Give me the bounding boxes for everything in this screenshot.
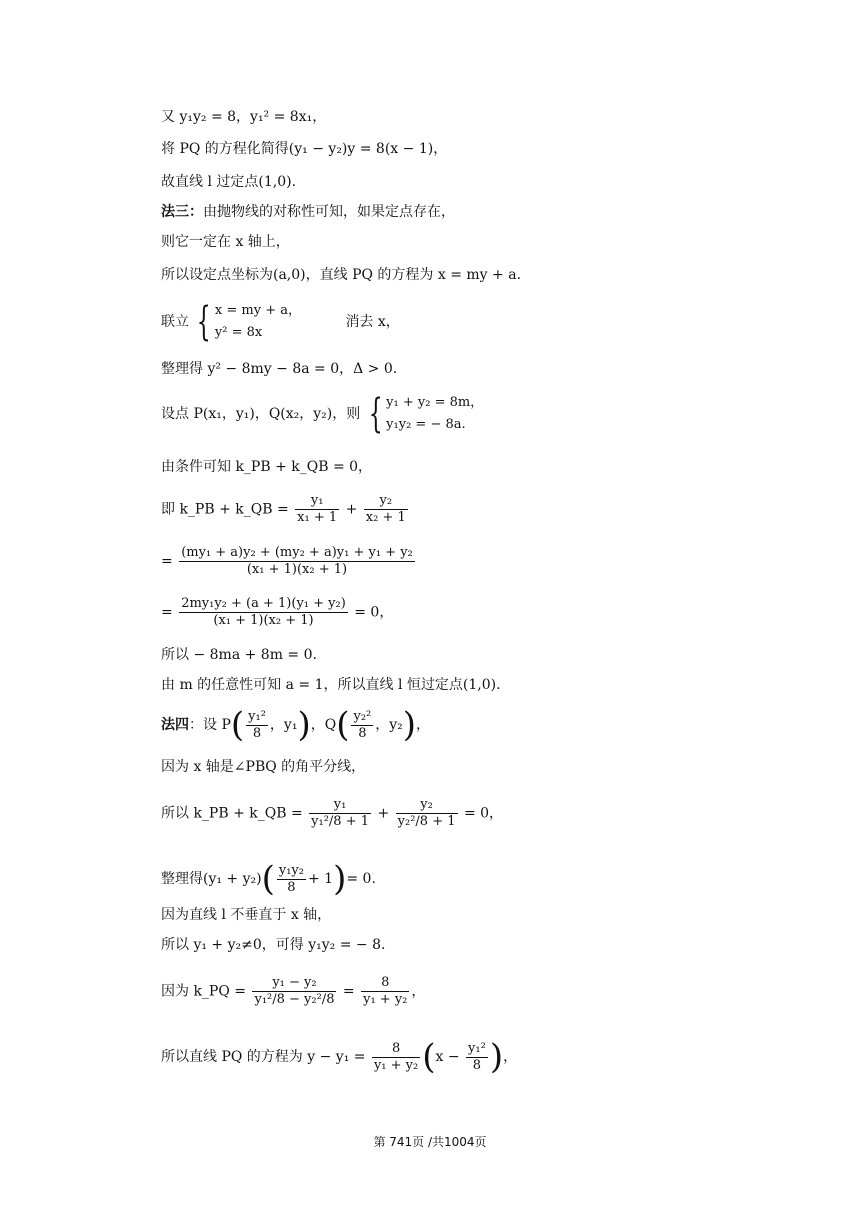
- text-segment: 消去 x，: [345, 314, 400, 330]
- numerator: y₁y₂: [278, 862, 304, 878]
- text-segment: ，Q: [310, 717, 337, 733]
- method-heading: 法三：: [161, 204, 203, 220]
- system-row: y₁ + y₂ = 8m，: [386, 395, 484, 410]
- denominator: 8: [252, 725, 262, 741]
- text-line: 故直线 l 过定点(1,0).: [161, 174, 297, 190]
- denominator: (x₁ + 1)(x₂ + 1): [246, 562, 348, 577]
- fraction: [252, 975, 336, 1008]
- denominator: y₂²/8 + 1: [397, 814, 456, 829]
- equation-system: [365, 392, 483, 436]
- fraction: [277, 863, 306, 896]
- fraction: [246, 709, 268, 742]
- text-segment: x −: [435, 1049, 460, 1065]
- text-segment: ，: [416, 717, 431, 733]
- numerator: y₁²: [248, 708, 266, 724]
- numerator: 2my₁y₂ + (a + 1)(y₁ + y₂): [181, 596, 346, 611]
- system-row: y₁y₂ = − 8a.: [386, 417, 466, 432]
- numerator: y₁: [295, 493, 339, 510]
- text-line: 由条件可知 k_PB + k_QB = 0，: [161, 459, 373, 475]
- denominator: y₁²/8 − y₂²/8: [254, 992, 335, 1007]
- denominator: y₁ + y₂: [363, 992, 408, 1007]
- text-segment: 联立: [161, 314, 189, 330]
- text-line: 所以 y₁ + y₂≠0，可得 y₁y₂ = − 8.: [161, 937, 386, 953]
- numerator: (my₁ + a)y₂ + (my₂ + a)y₁ + y₁ + y₂: [181, 545, 413, 560]
- formula-line: = $\frac{\text{2my₁y₂ + (a + 1)(y₁ + y₂)}}{\text{(x₁ + 1)(x₂ + 1)}}$ = 0，: [161, 596, 394, 628]
- numerator: 8: [361, 975, 409, 992]
- brace-glyph: {: [197, 299, 212, 345]
- system-line: [161, 392, 483, 436]
- formula-line: 所以直线 PQ 的方程为 y − y₁ = $\frac{8}{\text{y₁ + y₂}}$ (x − $\frac{\text{y₁²}}{8}$ )，: [161, 1037, 518, 1077]
- brace-glyph: {: [368, 391, 383, 437]
- text-line: 因为直线 l 不垂直于 x 轴，: [161, 907, 332, 923]
- text-line: 整理得 y² − 8my − 8a = 0，Δ > 0.: [161, 361, 398, 377]
- denominator: x₂ + 1: [365, 510, 406, 525]
- denominator: y₁ + y₂: [373, 1057, 419, 1073]
- system-row: x = my + a，: [214, 303, 301, 318]
- fraction: [364, 493, 408, 526]
- text-segment: = 0，: [463, 805, 504, 822]
- text-segment: 所以 k_PB + k_QB =: [161, 805, 303, 822]
- text-line: 所以设定点坐标为(a,0)，直线 PQ 的方程为 x = my + a.: [161, 267, 522, 283]
- formula-line: 因为 k_PQ = $\frac{\text{y₁ − y₂}}{\text{y₁²/8 − y₂²/8}}$ = $\frac{8}{\text{y₁ + y₂}}$ ，: [161, 975, 426, 1007]
- denominator: y₁²/8 + 1: [311, 814, 370, 829]
- formula-line: 所以 k_PB + k_QB = $\frac{\text{y₁}}{\text{y₁²/8 + 1}}$ + $\frac{\text{y₂}}{\text{y₂²/8 + 1}}$ = 0，: [161, 797, 504, 829]
- text-segment: 所以直线 PQ 的方程为 y − y₁ =: [161, 1049, 366, 1065]
- system-line: [161, 300, 400, 344]
- text-segment: ，: [411, 983, 426, 1000]
- text-line: [161, 203, 455, 221]
- denominator: (x₁ + 1)(x₂ + 1): [213, 613, 314, 628]
- fraction: [179, 545, 415, 578]
- fraction: [351, 709, 373, 742]
- text-line: 将 PQ 的方程化简得(y₁ − y₂)y = 8(x − 1)，: [161, 141, 448, 157]
- fraction: [396, 797, 458, 830]
- text-segment: ，y₂: [375, 717, 403, 733]
- numerator: y₂²: [353, 708, 372, 724]
- page-footer: 第 741页 /共1004页: [373, 1135, 487, 1149]
- fraction: [295, 493, 339, 526]
- numerator: y₁ − y₂: [252, 975, 336, 992]
- denominator: 8: [472, 1057, 482, 1073]
- formula-line: 整理得(y₁ + y₂)( $\frac{\text{y₁y₂}}{8}$ + 1)= 0.: [161, 859, 376, 899]
- formula-line: = $\frac{\text{(my₁ + a)y₂ + (my₂ + a)y₁ + y₁ + y₂}}{\text{(x₁ + 1)(x₂ + 1)}}$: [161, 545, 413, 577]
- formula-line: 即 k_PB + k_QB = $\frac{\text{y₁}}{\text{x₁ + 1}}$ + $\frac{\text{y₂}}{\text{x₂ + 1}}$: [161, 493, 406, 525]
- text-line: 由 m 的任意性可知 a = 1，所以直线 l 恒过定点(1,0).: [161, 677, 501, 693]
- numerator: y₁: [309, 797, 371, 814]
- system-row: y² = 8x: [214, 325, 263, 340]
- numerator: y₂: [364, 493, 408, 510]
- denominator: x₁ + 1: [297, 510, 338, 525]
- formula-line: 法四：设 P( $\frac{\text{y₁²}}{8}$ ，y₁)，Q( $\frac{\text{y₂²}}{8}$ ，y₂)，: [161, 705, 431, 745]
- numerator: 8: [372, 1041, 420, 1058]
- fraction: [361, 975, 409, 1008]
- text-line: 又 y₁y₂ = 8，y₁² = 8x₁，: [161, 109, 327, 125]
- text-segment: ，: [503, 1049, 518, 1065]
- method-heading: 法四: [161, 717, 189, 733]
- numerator: y₂: [396, 797, 458, 814]
- text-segment: 设点 P(x₁，y₁)，Q(x₂，y₂)，则: [161, 406, 361, 422]
- fraction: [179, 596, 348, 629]
- denominator: 8: [287, 879, 296, 895]
- text-line: 所以 − 8ma + 8m = 0.: [161, 647, 317, 663]
- fraction: [466, 1041, 488, 1074]
- text-segment: 因为 k_PQ =: [161, 983, 247, 1000]
- text-segment: 由抛物线的对称性可知，如果定点存在，: [203, 204, 455, 220]
- text-segment: ：设 P: [189, 717, 231, 733]
- equation-system: [193, 300, 301, 344]
- numerator: y₁²: [468, 1040, 486, 1056]
- fraction: [309, 797, 371, 830]
- text-segment: + 1: [308, 871, 334, 887]
- text-segment: ，y₁: [269, 717, 298, 733]
- fraction: [372, 1041, 420, 1074]
- text-segment: 即 k_PB + k_QB =: [161, 501, 289, 518]
- text-line: 则它一定在 x 轴上，: [161, 234, 290, 250]
- text-segment: = 0.: [346, 871, 376, 887]
- denominator: 8: [358, 725, 367, 741]
- text-line: 因为 x 轴是∠PBQ 的角平分线，: [161, 759, 366, 775]
- text-segment: 整理得(y₁ + y₂): [161, 871, 262, 887]
